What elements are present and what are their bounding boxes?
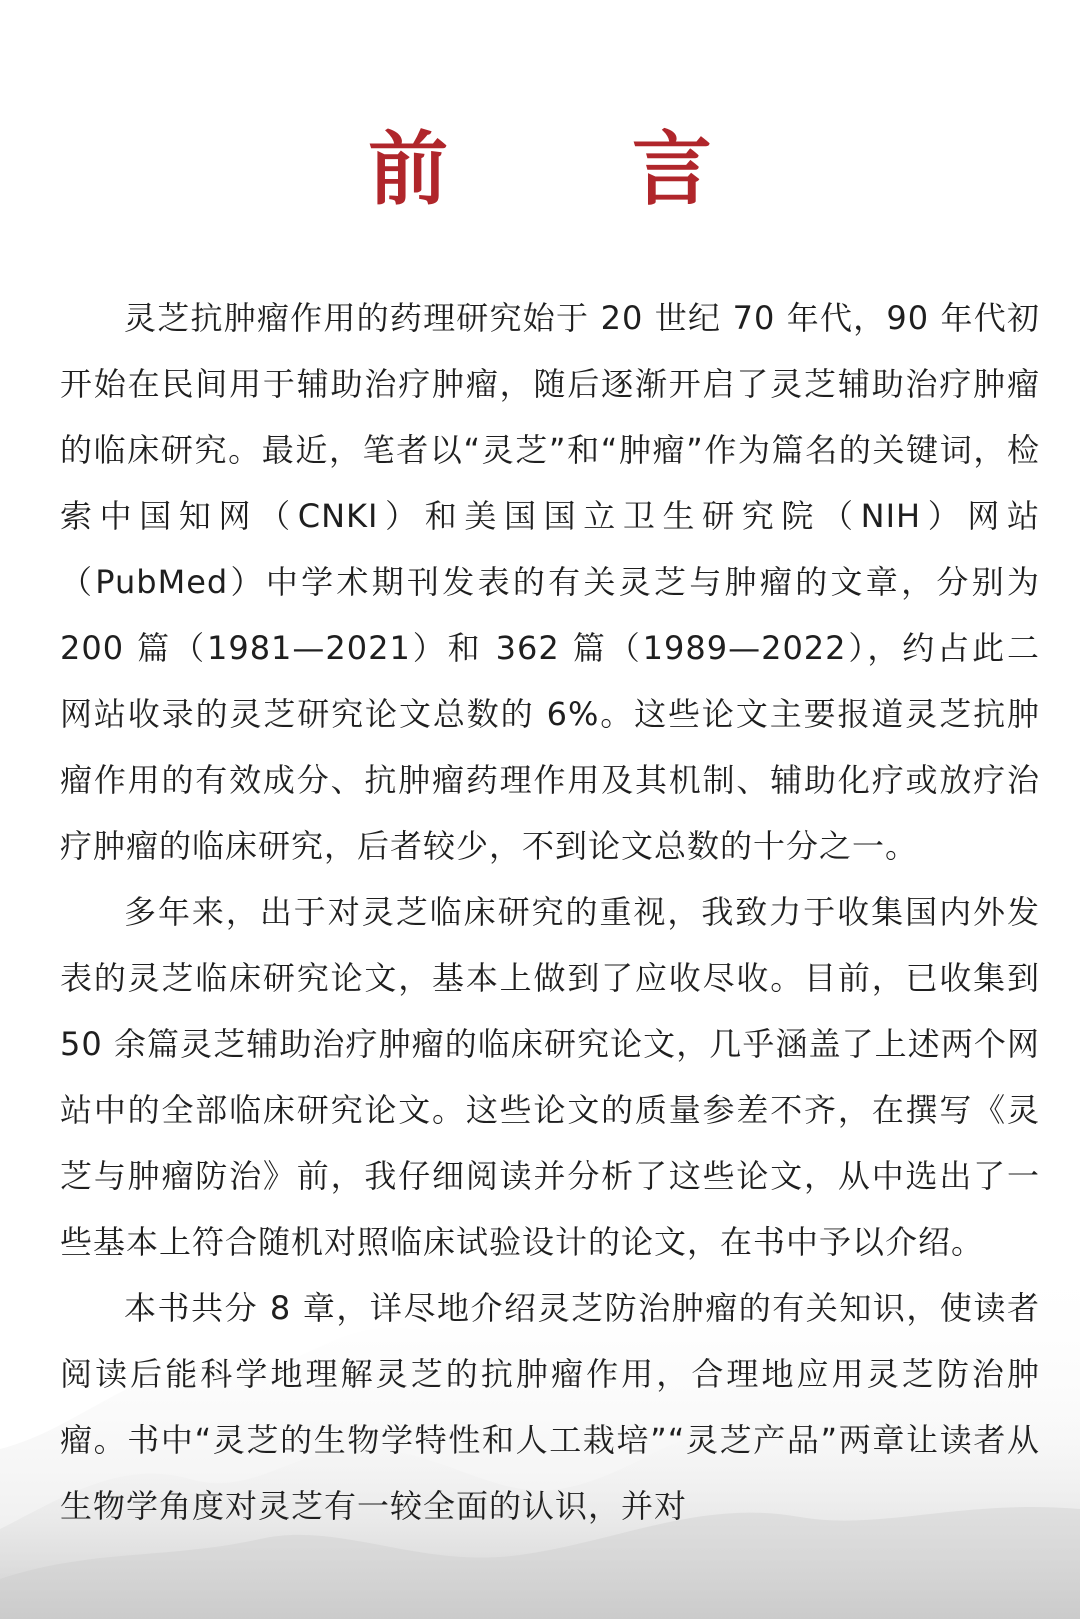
page-title: 前 言 [368, 123, 790, 216]
paragraph: 灵芝抗肿瘤作用的药理研究始于 20 世纪 70 年代，90 年代初开始在民间用于辅助治疗肿瘤，随后逐渐开启了灵芝辅助治疗肿瘤的临床研究。最近，笔者以“灵芝”和“肿瘤”作为篇名的关键词，检索中国知网（CNKI）和美国国立卫生研究院（NIH）网站（PubMed）中学术期刊发表的有关灵芝与肿瘤的文章，分别为 200 篇（1981—2021）和 362 篇（1989—2022），约占此二网站收录的灵芝研究论文总数的 6%。这些论文主要报道灵芝抗肿瘤作用的有效成分、抗肿瘤药理作用及其机制、辅助化疗或放疗治疗肿瘤的临床研究，后者较少，不到论文总数的十分之一。 [60, 299, 1040, 865]
paragraph: 多年来，出于对灵芝临床研究的重视，我致力于收集国内外发表的灵芝临床研究论文，基本上做到了应收尽收。目前，已收集到 50 余篇灵芝辅助治疗肿瘤的临床研究论文，几乎涵盖了上述两个网站中的全部临床研究论文。这些论文的质量参差不齐，在撰写《灵芝与肿瘤防治》前，我仔细阅读并分析了这些论文，从中选出了一些基本上符合随机对照临床试验设计的论文，在书中予以介绍。 [60, 893, 1040, 1261]
preface-body [60, 285, 1040, 1539]
paragraph: 本书共分 8 章，详尽地介绍灵芝防治肿瘤的有关知识，使读者阅读后能科学地理解灵芝的抗肿瘤作用，合理地应用灵芝防治肿瘤。书中“灵芝的生物学特性和人工栽培”“灵芝产品”两章让读者从生物学角度对灵芝有一较全面的认识，并对 [60, 1289, 1040, 1525]
